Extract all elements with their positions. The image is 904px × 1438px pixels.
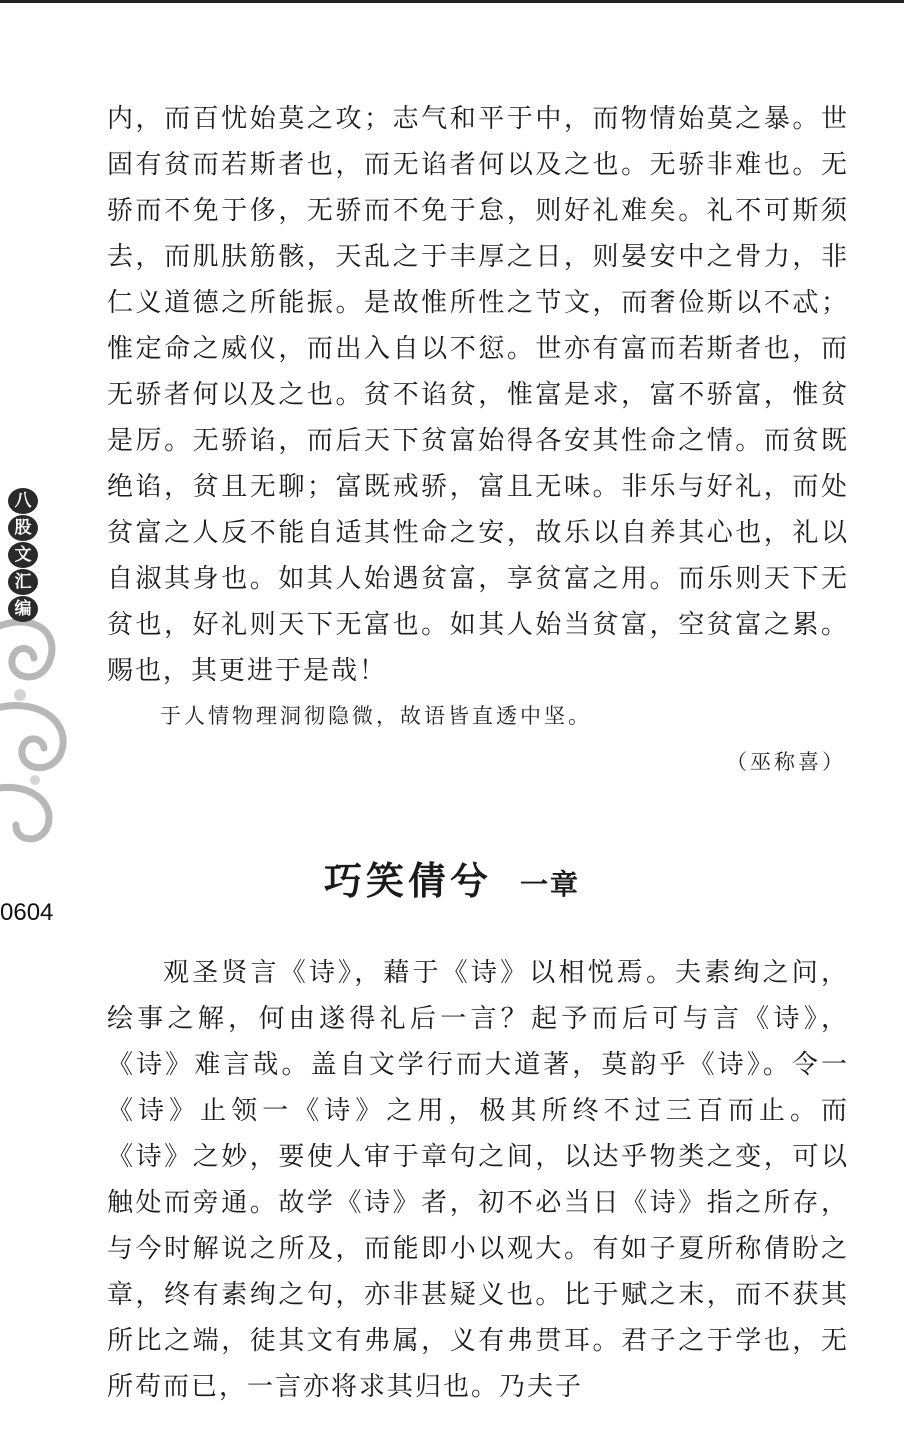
side-label-char: 文 <box>8 542 38 568</box>
commentary-attribution: （巫称喜） <box>726 750 846 774</box>
side-label-char: 汇 <box>8 569 38 595</box>
chapter-heading <box>0 850 904 905</box>
chapter-subtitle: 一章 <box>520 868 581 901</box>
passage-paragraph: 内，而百忧始莫之攻；志气和平于中，而物情始莫之暴。世固有贫而若斯者也，而无谄者何以及之也。无骄非难也。无骄而不免于侈，无骄而不免于怠，则好礼难矣。礼不可斯须去，而肌肤筋骸，天乱之于丰厚之日，则晏安中之骨力，非仁义道德之所能振。是故惟所性之节文，而奢俭斯以不忒；惟定命之威仪，而出入自以不愆。世亦有富而若斯者也，而无骄者何以及之也。贫不谄贫，惟富是求，富不骄富，惟贫是厉。无骄谄，而后天下贫富始得各安其性命之情。而贫既绝谄，贫且无聊；富既戒骄，富且无味。非乐与好礼，而处贫富之人反不能自适其性命之安，故乐以自养其心也，礼以自淑其身也。如其人始遇贫富，享贫富之用。而乐则天下无贫也，好礼则天下无富也。如其人始当贫富，空贫富之累。赐也，其更进于是哉！ <box>107 104 849 686</box>
passage-paragraph: 观圣贤言《诗》，藉于《诗》以相悦焉。夫素绚之问，绘事之解，何由遂得礼后一言？起予而后可与言《诗》，《诗》难言哉。盖自文学行而大道著，莫韵乎《诗》。令一《诗》止领一《诗》之用，极其所终不过三百而止。而《诗》之妙，要使人审于章句之间，以达乎物类之变，可以触处而旁通。故学《诗》者，初不必当日《诗》指之所存，与今时解说之所及，而能即小以观大。有如子夏所称倩盼之章，终有素绚之句，亦非甚疑义也。比于赋之末，而不获其所比之端，徒其文有弗属，义有弗贯耳。君子之于学也，无所苟而已，一言亦将求其归也。乃夫子 <box>107 958 849 1402</box>
chapter-title: 巧笑倩兮 <box>323 858 492 903</box>
page-number: 0604 <box>0 899 54 926</box>
top-rule <box>0 0 904 3</box>
book-title-stamp <box>2 488 44 623</box>
side-label-char: 股 <box>8 515 38 541</box>
passage-continuation <box>107 96 849 694</box>
side-label-char: 编 <box>8 596 38 622</box>
chapter-body <box>107 950 849 1410</box>
side-label-char: 八 <box>8 488 38 514</box>
cloud-ornament-icon <box>0 600 90 850</box>
commentary-text: 于人情物理洞彻隐微，故语皆直透中坚。 <box>160 704 592 728</box>
